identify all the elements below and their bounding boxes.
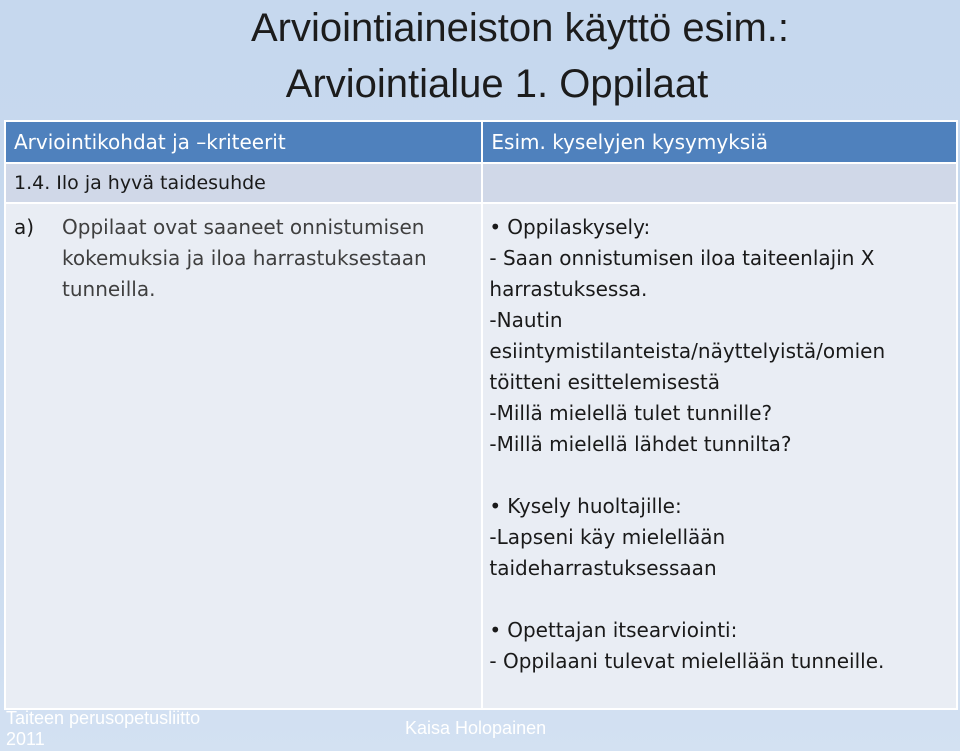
subheader-empty	[482, 163, 957, 203]
slide-title	[0, 0, 960, 112]
question-line: - Saan onnistumisen iloa taiteenlajin X harrastuksessa.	[489, 246, 875, 301]
criterion-marker: a)	[14, 215, 35, 239]
slide-title-line-1: Arviointiaineiston käyttö esim.:	[250, 6, 789, 50]
table-header-row	[5, 121, 957, 163]
questions-cell	[482, 203, 957, 709]
criteria-table	[4, 120, 958, 710]
subheader-criterion: 1.4. Ilo ja hyvä taidesuhde	[5, 163, 482, 203]
footer-organization: Taiteen perusopetusliitto 2011	[6, 708, 201, 749]
student-survey-block	[489, 212, 948, 460]
guardian-survey-heading: • Kysely huoltajille:	[489, 491, 948, 522]
criterion-text: Oppilaat ovat saaneet onnistumisen kokemuksia ja iloa harrastuksestaan tunneilla.	[62, 215, 427, 301]
question-line: -Millä mielellä tulet tunnille?	[489, 401, 773, 425]
teacher-assessment-heading: • Opettajan itsearviointi:	[489, 615, 948, 646]
question-line: -Lapseni käy mielellään taideharrastuksessaan	[489, 525, 726, 580]
student-survey-heading: • Oppilaskysely:	[489, 212, 948, 243]
question-line: -Nautin esiintymistilanteista/näyttelyistä/omien töitteni esittelemisestä	[489, 308, 886, 394]
table-body-row	[5, 203, 957, 709]
table-subheader-row	[5, 163, 957, 203]
question-line: - Oppilaani tulevat mielellään tunneille.	[489, 649, 885, 673]
guardian-survey-block	[489, 491, 948, 584]
teacher-assessment-block	[489, 615, 948, 677]
slide-title-line-2: Arviointialue 1. Oppilaat	[285, 62, 709, 106]
header-questions: Esim. kyselyjen kysymyksiä	[482, 121, 957, 163]
criterion-cell	[5, 203, 482, 709]
footer-author: Kaisa Holopainen	[405, 718, 547, 738]
question-line: -Millä mielellä lähdet tunnilta?	[489, 432, 792, 456]
header-criteria: Arviointikohdat ja –kriteerit	[5, 121, 482, 163]
